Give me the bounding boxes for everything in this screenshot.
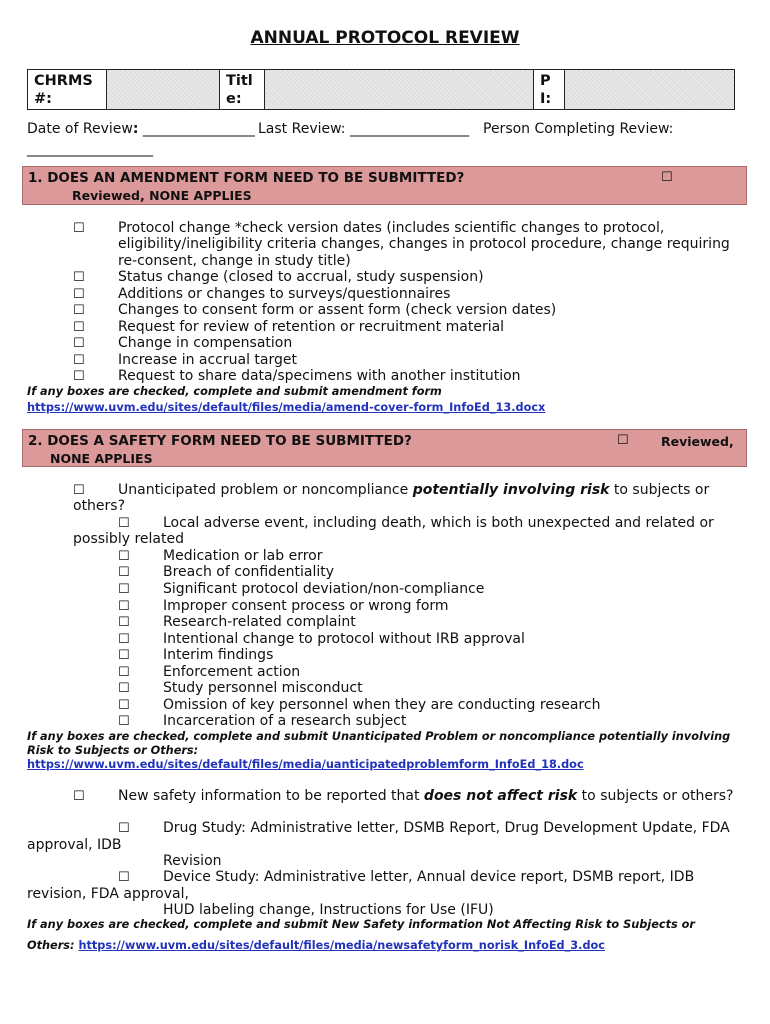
list-item: Additions or changes to surveys/questionnaires: [118, 286, 451, 302]
unanticipated-problem-form-link[interactable]: https://www.uvm.edu/sites/default/files/media/uanticipatedproblemform_InfoEd_18.doc: [27, 758, 584, 771]
checkbox[interactable]: ☐: [118, 698, 130, 713]
last-review: Last Review: _________________: [258, 121, 469, 137]
list-item: Status change (closed to accrual, study suspension): [118, 269, 484, 285]
list-item: Changes to consent form or assent form (check version dates): [118, 302, 557, 318]
checkbox[interactable]: ☐: [118, 681, 130, 696]
section-1-note: If any boxes are checked, complete and submit amendment form: [27, 385, 442, 398]
checkbox[interactable]: ☐: [118, 582, 130, 597]
checkbox[interactable]: ☐: [73, 483, 85, 498]
checkbox[interactable]: ☐: [118, 632, 130, 647]
section-1-header: [22, 166, 747, 205]
chrms-field[interactable]: [107, 70, 220, 110]
list-item: Incarceration of a research subject: [163, 713, 407, 729]
checkbox[interactable]: ☐: [73, 353, 85, 368]
checkbox[interactable]: ☐: [73, 270, 85, 285]
checkbox[interactable]: ☐: [118, 870, 130, 885]
device-study-item-cont: revision, FDA approval,: [27, 886, 189, 902]
local-adverse-event-item-cont: possibly related: [73, 531, 184, 547]
person-completing-label: Person Completing Review:: [483, 121, 674, 137]
local-adverse-event-item: Local adverse event, including death, which is both unexpected and related or: [163, 515, 714, 531]
list-item: Request for review of retention or recruitment material: [118, 319, 505, 335]
protocol-header-table: [27, 69, 735, 110]
list-item: Significant protocol deviation/non-compliance: [163, 581, 485, 597]
checkbox[interactable]: ☐: [118, 615, 130, 630]
section-1-heading: 1. DOES AN AMENDMENT FORM NEED TO BE SUBMITTED?: [28, 170, 465, 186]
drug-study-item-cont: approval, IDB: [27, 837, 122, 853]
pi-field[interactable]: [565, 70, 735, 110]
list-item: Research-related complaint: [163, 614, 356, 630]
drug-study-item-cont-2: Revision: [163, 853, 222, 869]
checkbox[interactable]: ☐: [73, 303, 85, 318]
section-2-subheading: NONE APPLIES: [50, 451, 153, 466]
list-item: Omission of key personnel when they are conducting research: [163, 697, 601, 713]
new-safety-form-link[interactable]: https://www.uvm.edu/sites/default/files/media/newsafetyform_norisk_InfoEd_3.doc: [78, 939, 605, 952]
unanticipated-problem-item-cont: others?: [73, 498, 126, 514]
title-label: Titl e:: [220, 70, 265, 110]
section-2-note-cont: Risk to Subjects or Others:: [27, 744, 199, 757]
checkbox[interactable]: ☐: [118, 821, 130, 836]
device-study-item-cont-2: HUD labeling change, Instructions for Use (IFU): [163, 902, 494, 918]
page-title: ANNUAL PROTOCOL REVIEW: [250, 28, 520, 48]
section-1-subheading: Reviewed, NONE APPLIES: [72, 188, 252, 203]
checkbox[interactable]: ☐: [73, 369, 85, 384]
checkbox[interactable]: ☐: [118, 549, 130, 564]
amendment-form-link[interactable]: https://www.uvm.edu/sites/default/files/media/amend-cover-form_InfoEd_13.docx: [27, 401, 546, 414]
list-item: Increase in accrual target: [118, 352, 297, 368]
list-item: Medication or lab error: [163, 548, 323, 564]
list-item: Improper consent process or wrong form: [163, 598, 449, 614]
list-item: re-consent, change in study title): [118, 253, 351, 269]
checkbox[interactable]: ☐: [118, 599, 130, 614]
checkbox[interactable]: ☐: [73, 287, 85, 302]
checkbox[interactable]: ☐: [73, 320, 85, 335]
checkbox[interactable]: ☐: [73, 221, 85, 236]
device-study-item: Device Study: Administrative letter, Annual device report, DSMB report, IDB: [163, 869, 695, 885]
new-safety-info-item: New safety information to be reported that does not affect risk to subjects or others?: [118, 788, 734, 804]
checkbox[interactable]: ☐: [73, 336, 85, 351]
list-item: Enforcement action: [163, 664, 301, 680]
section-2-reviewed-label: Reviewed,: [661, 434, 734, 449]
chrms-label: CHRMS #:: [28, 70, 107, 110]
section-2-note: If any boxes are checked, complete and submit Unanticipated Problem or noncompliance potentially involving: [27, 730, 731, 743]
person-completing-blank: __________________: [27, 141, 153, 157]
list-item: eligibility/ineligibility criteria changes, changes in protocol procedure, change requiring: [118, 236, 730, 252]
section-1-reviewed-checkbox[interactable]: ☐: [661, 170, 673, 185]
section-2-header: [22, 429, 747, 467]
checkbox[interactable]: ☐: [118, 648, 130, 663]
list-item: Intentional change to protocol without IRB approval: [163, 631, 525, 647]
date-of-review: Date of Review: ________________: [27, 121, 255, 137]
list-item: Breach of confidentiality: [163, 564, 335, 580]
new-safety-note: If any boxes are checked, complete and submit New Safety information Not Affecting Risk to Subjects or: [27, 918, 695, 931]
new-safety-note-cont: Others: https://www.uvm.edu/sites/default/files/media/newsafetyform_norisk_InfoEd_3.doc: [27, 939, 605, 952]
checkbox[interactable]: ☐: [73, 789, 85, 804]
checkbox[interactable]: ☐: [118, 665, 130, 680]
checkbox[interactable]: ☐: [118, 516, 130, 531]
list-item: Change in compensation: [118, 335, 293, 351]
pi-label: P I:: [534, 70, 565, 110]
unanticipated-problem-item: Unanticipated problem or noncompliance potentially involving risk to subjects or: [118, 482, 710, 498]
section-2-reviewed-checkbox[interactable]: ☐: [617, 433, 629, 448]
list-item: Interim findings: [163, 647, 274, 663]
checkbox[interactable]: ☐: [118, 714, 130, 729]
title-field[interactable]: [265, 70, 534, 110]
list-item: Study personnel misconduct: [163, 680, 363, 696]
list-item: Request to share data/specimens with another institution: [118, 368, 521, 384]
drug-study-item: Drug Study: Administrative letter, DSMB Report, Drug Development Update, FDA: [163, 820, 730, 836]
section-2-heading: 2. DOES A SAFETY FORM NEED TO BE SUBMITTED?: [28, 433, 412, 449]
list-item: Protocol change *check version dates (includes scientific changes to protocol,: [118, 220, 665, 236]
checkbox[interactable]: ☐: [118, 565, 130, 580]
